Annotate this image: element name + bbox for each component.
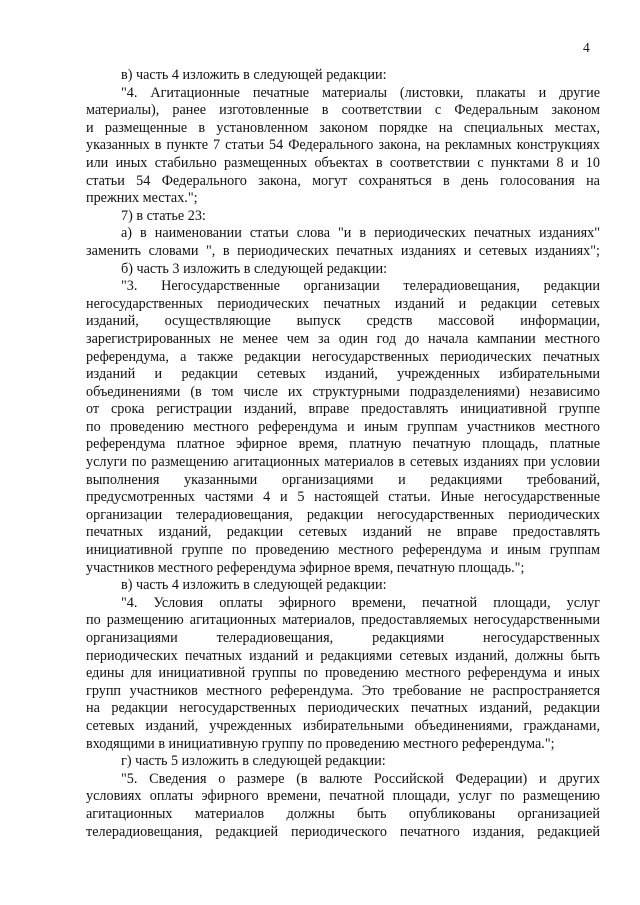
text-line: б) часть 3 изложить в следующей редакции: xyxy=(121,260,388,277)
text-line: выполнения указанными организациями и редакциями требований, xyxy=(86,471,600,488)
text-line: изданий и редакции сетевых изданий, учрежденных избирательными xyxy=(86,366,600,383)
page-number: 4 xyxy=(583,40,590,55)
text-line: предусмотренных частями 4 и 5 настоящей статьи. Иные негосударственные xyxy=(86,489,600,506)
text-line: от срока регистрации изданий, вправе предоставлять инициативной группе xyxy=(86,401,600,418)
text-line: организациями телерадиовещания, редакциями негосударственных xyxy=(86,630,600,646)
text-line: сетевых изданий, учрежденных избирательными объединениями, гражданами, xyxy=(86,717,600,734)
text-line: "4. Условия оплаты эфирного времени, печатной площади, услуг xyxy=(121,594,600,611)
text-line: и размещенные в установленном законом порядке на специальных местах, xyxy=(86,119,600,136)
text-line: едины для инициативной группы по проведению местного референдума и иных xyxy=(86,665,600,682)
text-line: на редакции негосударственных периодических печатных изданий, редакции xyxy=(86,700,600,717)
text-line: печатных изданий, редакции сетевых изданий не вправе предоставлять xyxy=(86,524,600,541)
text-line: статьи 54 Федерального закона, могут сохраняться в день голосования на xyxy=(86,172,600,189)
text-line: услуги по размещению агитационных материалов в сетевых изданиях при условии xyxy=(86,454,600,471)
text-line: "3. Негосударственные организации телерадиовещания, редакции xyxy=(121,278,600,295)
text-line: в) часть 4 изложить в следующей редакции: xyxy=(121,577,387,594)
text-line: участников местного референдума эфирное время, печатную площадь."; xyxy=(86,559,525,576)
text-line: негосударственных периодических печатных изданий и редакции сетевых xyxy=(86,295,600,312)
text-line: по размещению агитационных материалов, предоставляемых негосударственными xyxy=(86,612,600,629)
document-body xyxy=(86,67,600,841)
text-line: референдума, а также редакции негосударственных периодических печатных xyxy=(86,348,600,365)
text-line: "5. Сведения о размере (в валюте Российской Федерации) и других xyxy=(121,770,600,787)
text-line: агитационных материалов должны быть опубликованы организацией xyxy=(86,805,600,822)
text-line: "4. Агитационные печатные материалы (листовки, плакаты и другие xyxy=(121,84,600,101)
text-line: объединениями (в том числе их структурными подразделениями) независимо xyxy=(86,383,600,400)
text-line: указанных в пункте 7 статьи 54 Федерального закона, на рекламных конструкциях xyxy=(86,137,600,154)
text-line: в) часть 4 изложить в следующей редакции: xyxy=(121,67,387,83)
text-line: по проведению местного референдума и иным группам участников местного xyxy=(86,418,600,435)
text-line: зарегистрированных не менее чем за один год до начала кампании местного xyxy=(86,330,600,347)
text-line: а) в наименовании статьи слова "и в периодических печатных изданиях" xyxy=(121,225,600,242)
text-line: условиях оплаты эфирного времени, печатной площади, услуг по размещению xyxy=(86,788,600,805)
text-line: референдума платное эфирное время, платную печатную площадь, платные xyxy=(86,436,600,453)
text-line: телерадиовещания, редакцией периодического печатного издания, редакцией xyxy=(86,823,600,840)
text-line: организации телерадиовещания, редакции негосударственных периодических xyxy=(86,506,600,523)
text-line: инициативной группе по проведению местного референдума и иным группам xyxy=(86,542,600,559)
text-line: периодических печатных изданий и редакциями сетевых изданий, должны быть xyxy=(86,647,600,664)
text-line: заменить словами ", в периодических печатных изданиях и сетевых изданиях"; xyxy=(86,242,600,259)
text-line: прежних местах."; xyxy=(86,190,198,207)
text-line: г) часть 5 изложить в следующей редакции: xyxy=(121,753,386,770)
text-line: входящими в инициативную группу по проведению местного референдума."; xyxy=(86,735,555,752)
text-line: изданий, осуществляющие выпуск средств массовой информации, xyxy=(86,313,600,330)
text-line: или иных стабильно размещенных объектах в соответствии с пунктами 8 и 10 xyxy=(86,154,600,171)
text-line: групп участников местного референдума. Это требование не распространяется xyxy=(86,682,600,699)
text-line: материалы), ранее изготовленные в соответствии с Федеральным законом xyxy=(86,102,600,119)
text-line: 7) в статье 23: xyxy=(121,207,206,224)
